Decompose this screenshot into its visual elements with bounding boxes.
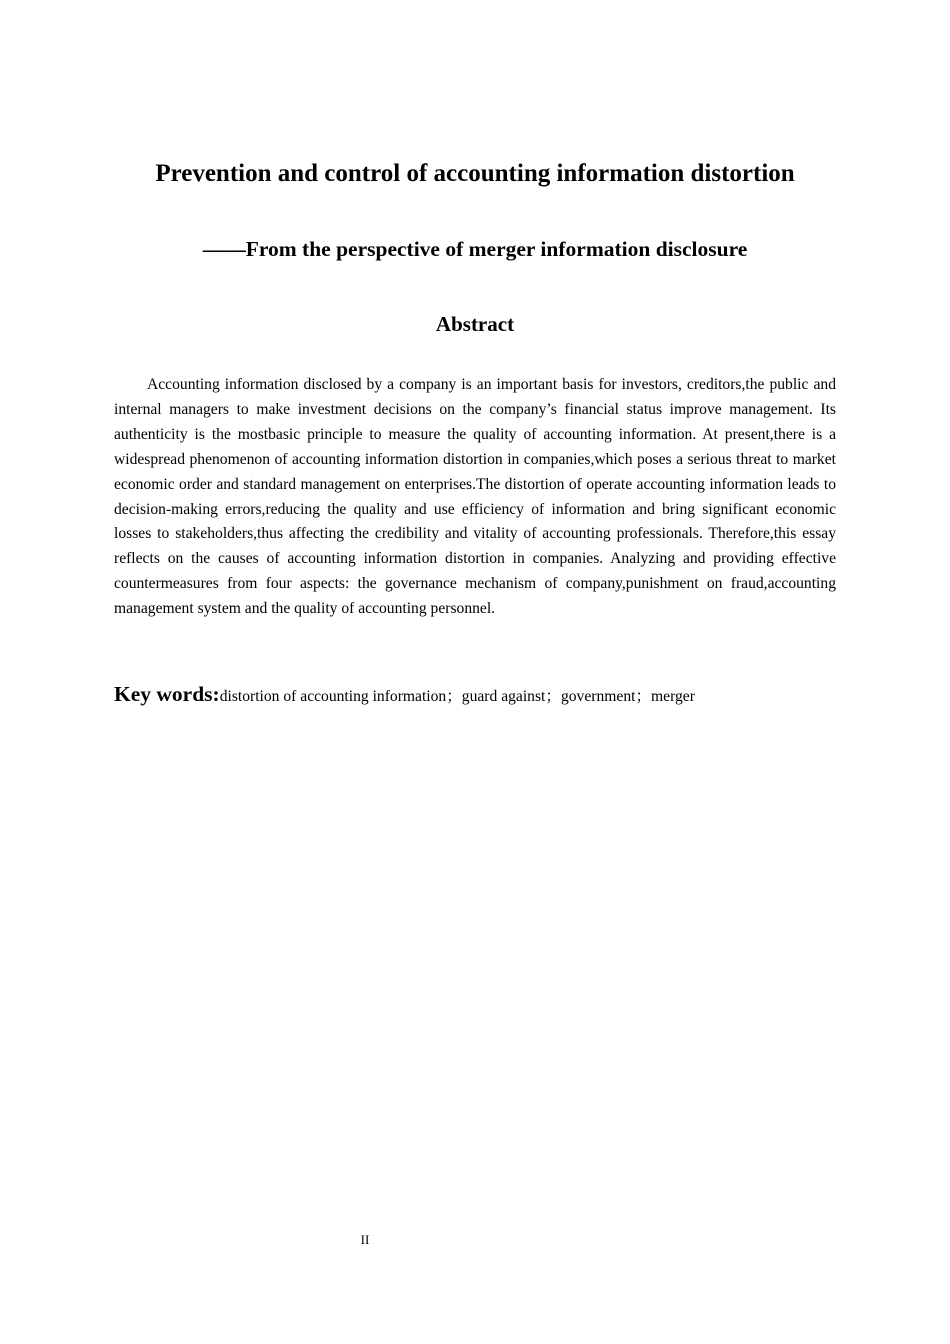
document-title: Prevention and control of accounting information distortion	[155, 160, 795, 187]
document-subtitle: ——From the perspective of merger information disclosure	[202, 237, 748, 261]
page-number: II	[360, 1232, 370, 1247]
keywords-text: distortion of accounting information；guard against；government；merger	[219, 688, 695, 705]
keywords-label: Key words:	[114, 682, 220, 706]
abstract-paragraph: Accounting information disclosed by a company is an important basis for investors, creditors,the public and internal managers to make investment decisions on the company’s financial status improve management. Its authenticity is the mostbasic principle to measure the quality of accounting information. At present,there is a widespread phenomenon of accounting information distortion in companies,which poses a serious threat to market economic order and standard management on enterprises.The distortion of operate accounting information leads to decision-making errors,reducing the quality and use efficiency of information and bring significant economic losses to stakeholders,thus affecting the credibility and vitality of accounting professionals. Therefore,this essay reflects on the causes of accounting information distortion in companies. Analyzing and providing effective countermeasures from four aspects: the governance mechanism of company,punishment on fraud,accounting management system and the quality of accounting personnel.	[114, 376, 836, 618]
keywords-line	[114, 682, 836, 707]
abstract-heading: Abstract	[435, 312, 515, 336]
